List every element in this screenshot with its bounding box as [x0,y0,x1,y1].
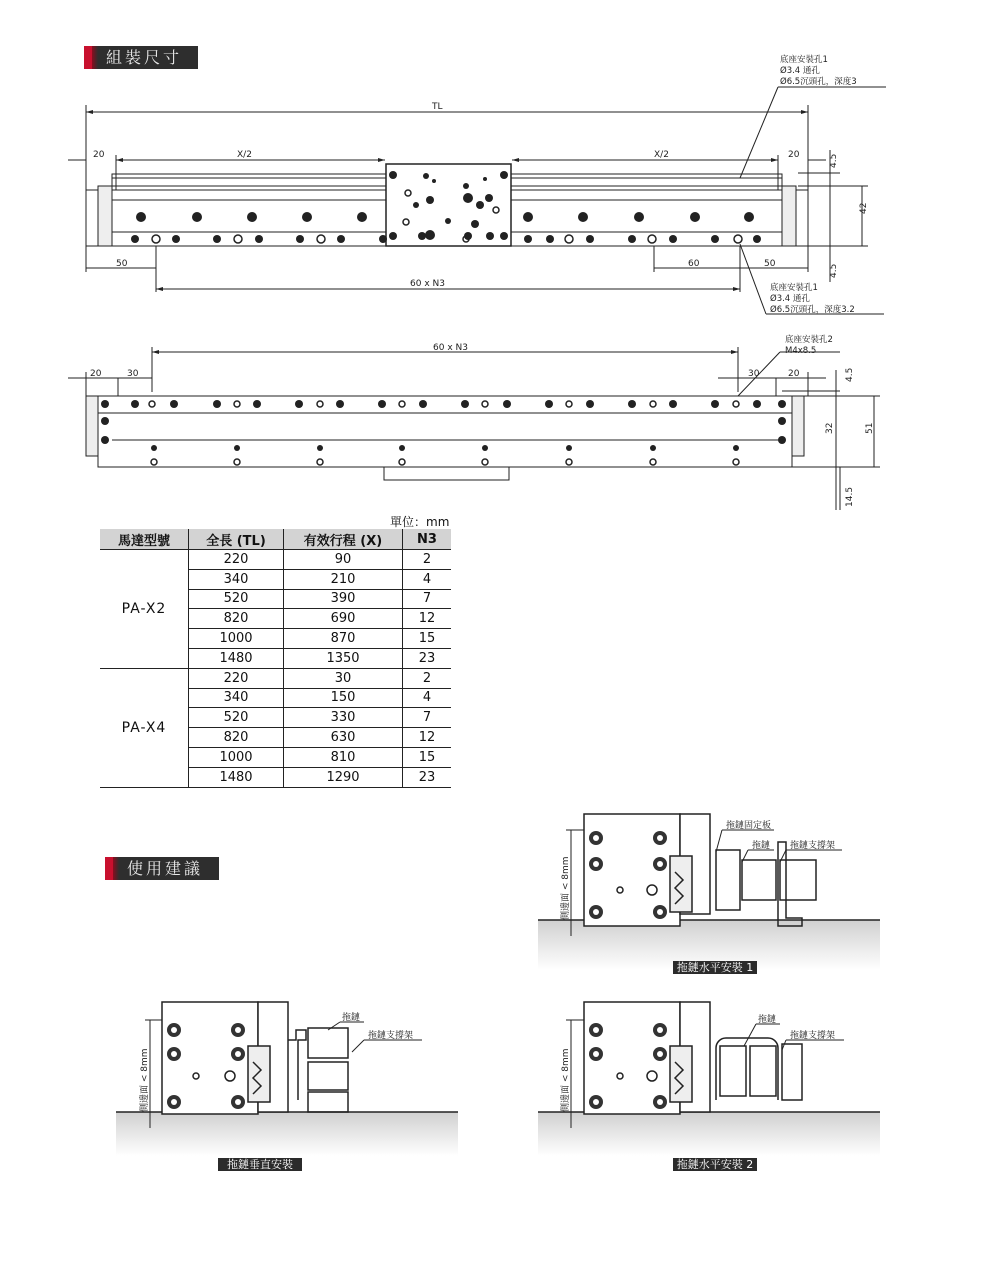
top-view-drawing [0,0,990,330]
dim-30-left: 30 [127,369,139,379]
label-chain-bracket: 拖鏈支撐架 [368,1031,414,1041]
dim-x-half-right: X/2 [654,150,669,160]
callout-hole1-counterbore: Ø6.5沉頭孔，深度3 [780,77,857,87]
caption-horizontal-2: 拖鏈水平安裝 2 [673,1158,757,1171]
gap-label: 側邊面 < 8mm [561,856,571,920]
callout-hole2-thread: M4x8.5 [785,346,817,356]
callout-hole1b-title: 底座安裝孔1 [770,283,818,293]
table-row: PA-X4 220 30 2 [100,668,451,688]
dim-4-5-side: 4.5 [845,367,855,382]
dim-20-right: 20 [788,150,800,160]
table-row: 520 330 7 [100,708,451,728]
dim-42: 42 [859,202,869,214]
dim-pitch: 60 x N3 [410,279,445,289]
table-row: 1480 1290 23 [100,767,451,787]
label-chain-bracket: 拖鏈支撐架 [790,841,836,851]
model-cell: PA-X4 [100,668,189,787]
table-row: 340 210 4 [100,569,451,589]
dim-50-left: 50 [116,259,128,269]
callout-hole2-title: 底座安裝孔2 [785,335,833,345]
table-row: 520 390 7 [100,589,451,609]
table-row: 1000 810 15 [100,747,451,767]
table-row: PA-X2 220 90 2 [100,550,451,570]
col-header-length: 全長 (TL) [189,529,284,550]
gap-label: 側邊面 < 8mm [140,1048,150,1112]
dim-20-left: 20 [93,150,105,160]
table-row: 820 690 12 [100,609,451,629]
table-header-row [100,529,451,550]
col-header-n3: N3 [403,529,452,550]
table-row: 820 630 12 [100,728,451,748]
spec-table [100,529,451,788]
callout-hole1-through: Ø3.4 通孔 [780,66,820,76]
section-header-usage [105,857,219,880]
callout-hole1-title: 底座安裝孔1 [780,55,828,65]
caption-vertical: 拖鏈垂直安裝 [218,1158,302,1171]
section-title: 使用建議 [127,859,204,878]
label-chain: 拖鏈 [752,841,771,851]
callout-hole1b-through: Ø3.4 通孔 [770,294,810,304]
dim-4-5-bottom: 4.5 [829,263,839,278]
unit-label: 單位：mm [390,515,450,529]
dim-32: 32 [825,422,835,434]
table-row: 1000 870 15 [100,629,451,649]
caption-horizontal-1: 拖鏈水平安裝 1 [673,961,757,974]
dim-x-half-left: X/2 [237,150,252,160]
table-row: 1480 1350 23 [100,648,451,668]
callout-hole1b-counterbore: Ø6.5沉頭孔，深度3.2 [770,305,855,315]
dim-4-5-top: 4.5 [829,153,839,168]
dim-60: 60 [688,259,700,269]
side-view-drawing [0,330,990,520]
dim-pitch-side: 60 x N3 [433,343,468,353]
dim-30-right: 30 [748,369,760,379]
label-chain: 拖鏈 [342,1013,361,1023]
label-chain-bracket: 拖鏈支撐架 [790,1031,836,1041]
usage-diagram-vertical [112,1000,462,1160]
header-accent [105,857,113,880]
dim-51: 51 [865,422,875,434]
dim-20-side-right: 20 [788,369,800,379]
dim-20-side-left: 20 [90,369,102,379]
dim-tl: TL [432,102,443,112]
usage-diagram-horizontal-1 [530,810,890,980]
usage-diagram-horizontal-2 [530,1000,890,1160]
gap-label: 側邊面 < 8mm [561,1048,571,1112]
section-title: 組裝尺寸 [106,48,183,67]
label-chain: 拖鏈 [758,1015,777,1025]
dim-14-5: 14.5 [845,486,855,507]
label-chain-plate: 拖鏈固定板 [726,821,772,831]
col-header-stroke: 有效行程 (X) [284,529,403,550]
dim-50-right: 50 [764,259,776,269]
model-cell: PA-X2 [100,550,189,669]
table-row: 340 150 4 [100,688,451,708]
col-header-model: 馬達型號 [100,529,189,550]
